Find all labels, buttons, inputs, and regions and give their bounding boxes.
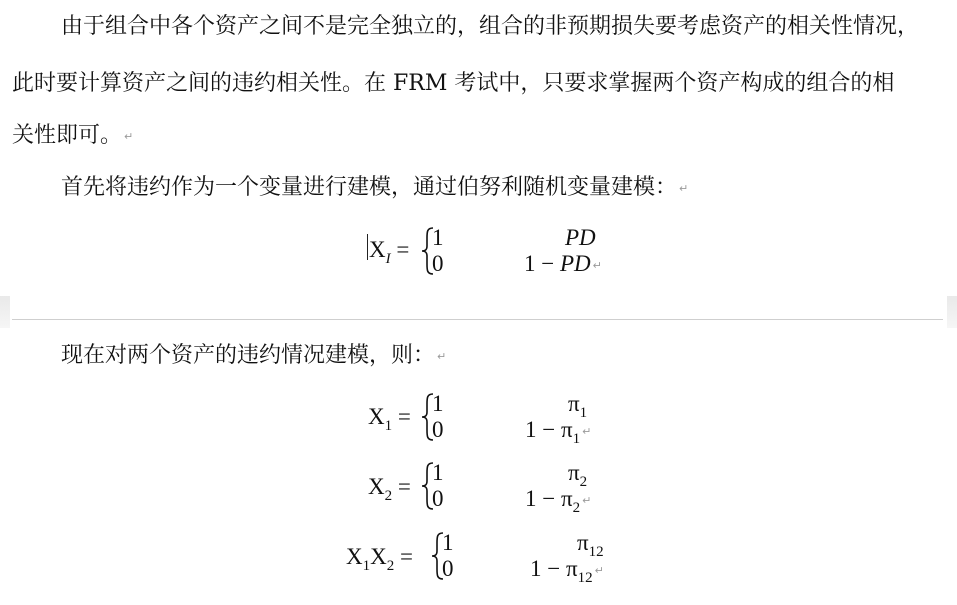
formula-x1-case-1: 1 <box>432 391 444 416</box>
formula-xi-prob-1: PD <box>565 225 596 250</box>
paragraph-1-line-3: 关性即可。 ↵ <box>12 123 134 148</box>
formula-x2-prob-0: $1 - \pi_2$ ↵ <box>525 486 592 516</box>
formula-xi-case-1: 1 <box>432 225 444 250</box>
paragraph-mark-icon: ↵ <box>594 564 604 577</box>
paragraph-mark-icon: ↵ <box>437 350 447 363</box>
formula-x2-prob-1: $\pi_2$ <box>568 460 588 490</box>
formula-x1x2-prob-0: $1 - \pi_{12}$ ↵ <box>530 556 604 586</box>
formula-x1x2-case-0: 0 <box>442 556 454 581</box>
paragraph-mark-icon: ↵ <box>592 259 602 272</box>
page-break-left-margin <box>0 296 10 328</box>
paragraph-3: 现在对两个资产的违约情况建模，则： ↵ <box>61 343 447 368</box>
formula-x1-prob-0: $1 - \pi_1$ ↵ <box>525 417 592 447</box>
formula-x1-lhs: $X_1$ = <box>368 404 411 434</box>
formula-xi-prob-0: 1 − PD ↵ <box>524 251 602 276</box>
formula-x2-case-0: 0 <box>432 486 444 511</box>
formula-x2-case-1: 1 <box>432 460 444 485</box>
formula-x1-prob-1: $\pi_1$ <box>568 391 588 421</box>
formula-x1x2-prob-1: $\pi_{12}$ <box>577 530 604 560</box>
page-break <box>0 296 957 330</box>
paragraph-1-line-1: 由于组合中各个资产之间不是完全独立的，组合的非预期损失要考虑资产的相关性情况， <box>61 14 920 39</box>
formula-x1-case-0: 0 <box>432 417 444 442</box>
formula-x2-lhs: $X_2$ = <box>368 474 411 504</box>
formula-x1x2-lhs: $X_1X_2$ = <box>346 544 413 574</box>
page-break-right-margin <box>947 296 957 328</box>
paragraph-mark-icon: ↵ <box>124 130 134 143</box>
text-cursor <box>367 234 368 260</box>
formula-xi-lhs: $X_I$ = <box>369 237 410 267</box>
paragraph-mark-icon: ↵ <box>582 494 592 507</box>
paragraph-2: 首先将违约作为一个变量进行建模，通过伯努利随机变量建模： ↵ <box>61 175 689 200</box>
formula-xi-case-0: 0 <box>432 251 444 276</box>
paragraph-1-line-2: 此时要计算资产之间的违约相关性。在 FRM 考试中，只要求掌握两个资产构成的组合的相 <box>12 71 895 96</box>
formula-x1x2-case-1: 1 <box>442 530 454 555</box>
paragraph-mark-icon: ↵ <box>582 425 592 438</box>
paragraph-mark-icon: ↵ <box>679 182 689 195</box>
page-break-line <box>12 319 943 320</box>
